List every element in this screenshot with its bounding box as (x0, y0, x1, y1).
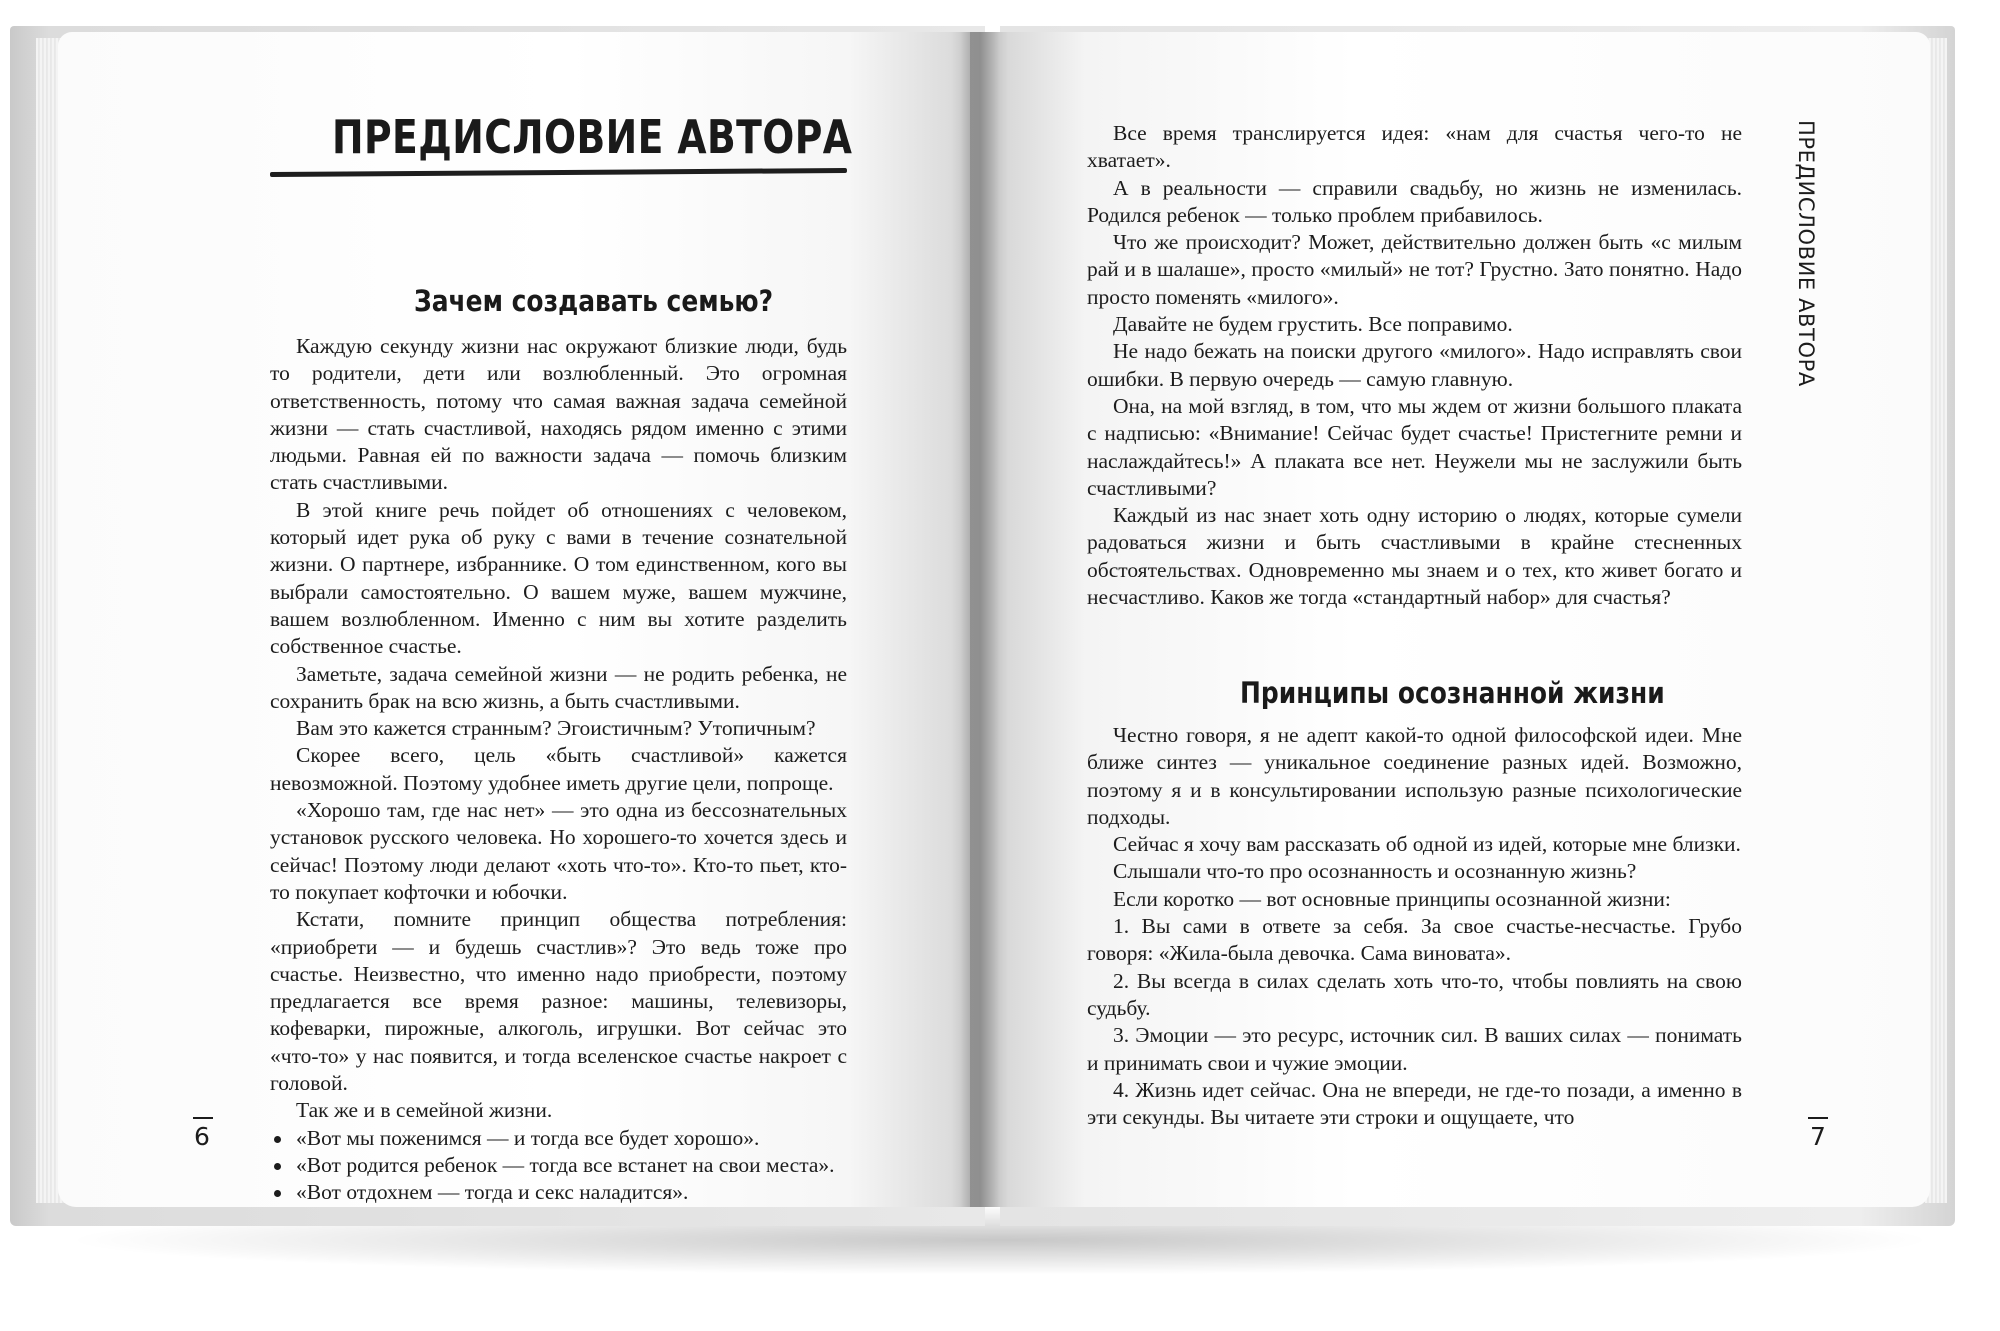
list-item-text: «Вот мы поженимся — и тогда все будет хорошо». (296, 1125, 760, 1150)
section-heading-right: Принципы осознанной жизни (1240, 676, 1665, 710)
bullet-icon (274, 1163, 281, 1170)
paragraph: Каждый из нас знает хоть одну историю о людях, которые сумели радоваться жизни и быть счастливыми в крайне стесненных обстоятельствах. Одновременно мы знаем и о тех, кто живет богато и несчастливо. Каков же тогда «стандартный набор» для счастья? (1087, 503, 1742, 610)
paragraph: Так же и в семейной жизни. (296, 1098, 553, 1123)
paragraph: Кстати, помните принцип общества потребления: «приобрети — и будешь счастлив»? Это ведь тоже про счастье. Неизвестно, что именно надо приобрести, поэтому предлагается все время разное: машины, телевизоры, кофеварки, пирожные, алкоголь, игрушки. Вот сейчас это «что-то» у нас появится, и тогда вселенское счастье накроет с головой. (270, 907, 847, 1096)
paragraph: Давайте не будем грустить. Все поправимо. (1113, 312, 1513, 337)
paragraph: Все время транслируется идея: «нам для счастья чего-то не хватает». (1087, 121, 1742, 173)
paragraph: Вам это кажется странным? Эгоистичным? Утопичным? (296, 716, 816, 741)
right-page-body-bottom (1087, 722, 1742, 1131)
chapter-title: ПРЕДИСЛОВИЕ АВТОРА (332, 110, 853, 164)
paragraph: 3. Эмоции — это ресурс, источник сил. В ваших силах — понимать и принимать свои и чужие эмоции. (1087, 1023, 1742, 1075)
paragraph: Что же происходит? Может, действительно должен быть «с милым рай и в шалаше», просто «милый» не тот? Грустно. Зато понятно. Надо просто поменять «милого». (1087, 230, 1742, 309)
paragraph: Каждую секунду жизни нас окружают близкие люди, будь то родители, дети или возлюбленный. Это огромная ответственность, потому что самая важная задача семейной жизни — стать счастливой, находясь рядом именно с этими людьми. Равная ей по важности задача — помочь близким стать счастливыми. (270, 334, 847, 495)
left-page-body (270, 333, 847, 1207)
paragraph: «Хорошо там, где нас нет» — это одна из бессознательных установок русского человека. Но хорошего-то хочется здесь и сейчас! Поэтому люди делают «хоть что-то». Кто-то пьет, кто-то покупает кофточки и юбочки. (270, 798, 847, 904)
section-heading-left: Зачем создавать семью? (414, 284, 774, 318)
bullet-list (270, 1125, 847, 1207)
running-head: ПРЕДИСЛОВИЕ АВТОРА (1794, 120, 1818, 387)
paragraph: Сейчас я хочу вам рассказать об одной из идей, которые мне близки. (1113, 832, 1741, 857)
list-item-text: «Вот родится ребенок — тогда все встанет на свои места». (296, 1152, 835, 1177)
paragraph: 1. Вы сами в ответе за себя. За свое счастье-несчастье. Грубо говоря: «Жила-была девочка. Сама виновата». (1087, 914, 1742, 966)
right-page-body-top (1087, 120, 1742, 611)
list-item (270, 1179, 847, 1206)
paragraph: В этой книге речь пойдет об отношениях с человеком, который идет рука об руку с вами в течение сознательной жизни. О партнере, избраннике. О том единственном, кого вы выбрали самостоятельно. О вашем муже, вашем мужчине, вашем возлюбленном. Именно с ним вы хотите разделить собственное счастье. (270, 497, 847, 659)
page-number-rule-right (1808, 1117, 1828, 1119)
page-number-right: 7 (1810, 1122, 1826, 1151)
paragraph: Если коротко — вот основные принципы осознанной жизни: (1113, 886, 1671, 911)
paragraph: Заметьте, задача семейной жизни — не родить ребенка, не сохранить брак на всю жизнь, а быть счастливыми. (270, 661, 847, 713)
page-number-left: 6 (194, 1122, 210, 1151)
paragraph: Честно говоря, я не адепт какой-то одной философской идеи. Мне ближе синтез — уникальное соединение разных идей. Возможно, поэтому я и в консультировании использую разные психологические подходы. (1087, 723, 1742, 829)
paragraph: А в реальности — справили свадьбу, но жизнь не изменилась. Родился ребенок — только проблем прибавилось. (1087, 175, 1742, 227)
book-spine (960, 32, 1000, 1207)
list-item (270, 1152, 847, 1179)
page-number-rule-left (193, 1117, 213, 1119)
paragraph: 4. Жизнь идет сейчас. Она не впереди, не где-то позади, а именно в эти секунды. Вы читаете эти строки и ощущаете, что (1087, 1077, 1742, 1130)
bullet-icon (274, 1136, 281, 1143)
list-item (270, 1125, 847, 1152)
paragraph: Она, на мой взгляд, в том, что мы ждем от жизни большого плаката с надписью: «Внимание! Сейчас будет счастье! Пристегните ремни и наслаждайтесь!» А плаката все нет. Неужели мы не заслужили быть счастливыми? (1087, 393, 1742, 500)
paragraph: Не надо бежать на поиски другого «милого». Надо исправлять свои ошибки. В первую очередь — самую главную. (1087, 339, 1742, 391)
paragraph: 2. Вы всегда в силах сделать хоть что-то, чтобы повлиять на свою судьбу. (1087, 968, 1742, 1020)
list-item-text: «Вот отдохнем — тогда и секс наладится». (296, 1180, 689, 1205)
bullet-icon (274, 1190, 281, 1197)
paragraph: Скорее всего, цель «быть счастливой» кажется невозможной. Поэтому удобнее иметь другие цели, попроще. (270, 743, 847, 795)
paragraph: Слышали что-то про осознанность и осознанную жизнь? (1113, 859, 1637, 884)
